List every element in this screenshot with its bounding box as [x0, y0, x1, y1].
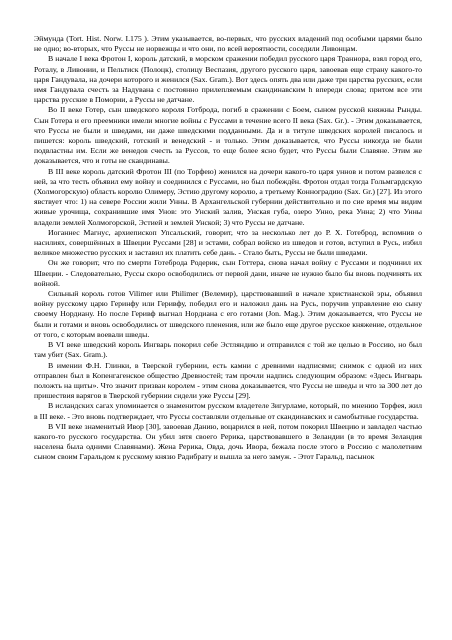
paragraph: В начале I века Фротон I, король датский, в морском сражении победил русского царя Траннора, взял город его, Роталу, в Ливонии, и Пельтиск (Полоцк), столицу Веспазия, другого русского царя, завоевав еще страну какого-то царя Гандувала, на дочери которого и женился (Sax. Gram.). Вот здесь опять два или даже три царства русских, если имя Гандувала счесть за Надувана с постоянно прилепляемым скандинавским h впереди слова; притом все эти царства русские в Помории, а Руссы не датчане. — [34, 54, 422, 105]
paragraph: Эймунда (Tort. Hist. Norw. I.175 ). Этим указывается, во-первых, что русских владений под особыми царями было не одно; во-вторых, что Руссы не норвежцы и что они, по всей вероятности, соседили Ливонцам. — [34, 34, 422, 54]
paragraph: Во II веке Готер, сын шведского короля Готброда, погиб в сражении с Боем, сыном русской княжны Рынды. Сын Готера и его преемники имели многие войны с Руссами в течение всего II века (Sax. Gr.). - Этим доказывается, что Руссы не были и шведами, ни даже шведскими подданными. Да и в титуле шведских королей писалось и пишется: король шведский, готский и венедский - и только. Этим доказывается, что Руссы никогда не были подвластны им. Если же венедов счесть за Руссов, то еще более ясно будет, что Руссы были Славяне. Этим же доказывается, что и готы не скандинавы. — [34, 105, 422, 166]
paragraph: В VI веке шведский король Ингварь покорил себе Эстляндию и отправился с той же целью в Россию, но был там убит (Sax. Gram.). — [34, 340, 422, 360]
paragraph: Сильный король готов Vilimer или Philimer (Велемир), царствовавший в начале христианской эры, объявил войну русскому царю Геринфу или Геривфу, победил его и наложил дань на Русь, поручив управление ею сыну своему Нордиану. Но после Геривф выгнал Нордиана с его готами (Jon. Mag.). Этим доказывается, что Руссы не были и готами и вновь освободились от шведского пленения, или же было еще другое русское княжение, отдельное от того, с которым воевали шведы. — [34, 289, 422, 339]
paragraph: В исландских сагах упоминается о знаменитом русском владетеле Зигурламе, который, по мнению Торфея, жил в III веке. - Это вновь подтверждает, что Руссы составляли отдельные от скандинавских и самобытные государства. — [34, 401, 422, 421]
paragraph: Иоганнес Магнус, архиепископ Упсальский, говорит, что за несколько лет до Р. Х. Готеброд, вспомнив о насилиях, совершённых в Швеции Руссами [28] и эстами, собрал войско из шведов и готов, вступил в Русь, избил великое множество русских и заставил их платить себе дань. - Стало быть, Руссы не были шведами. — [34, 227, 422, 258]
document-page — [34, 34, 422, 630]
paragraph: В имении Ф.Н. Глинки, в Тверской губернии, есть камни с древними надписями; снимок с одной из них отправлен был в Копенгагенское общество Древностей; там прочли надпись следующим образом: «Здесь Ингварь положть на щиты». Что значит призван королем - этим снова доказывается, что Руссы не шведы и что за 300 лет до пришествия варягов в Тверской губернии сидели уже Руссы [29]. — [34, 360, 422, 401]
paragraph: В III веке король датский Фротон III (по Торфею) женился на дочери какого-то царя уннов и потом развелся с ней, за что тесть объявил ему войну и соединился с Руссами, но был побеждён. Фротон отдал тогда Гольмгардскую (Холмогорскую) область королю Олимеру, Эстию другому королю, а третьему Конноградию (Sax. Gr.) [27]. Из этого явствует что: 1) на севере России жили Унны. В Архангельской губернии действительно и по сие время мы видим живые урочища, сохранившие имя Унов: это Унский залив, Унская губа, озеро Унно, река Унна; 2) что Унны владели землей Холмогорской, Эстией и землей Унской; 3) что Руссы не датчане. — [34, 166, 422, 227]
paragraph: Он же говорит, что по смерти Готеброда Родерик, сын Готтера, снова начал войну с Руссами и подчинил их Швеции. - Следовательно, Руссы скоро освободились от первой дани, иначе не нужно было бы вновь подчинять их войной. — [34, 258, 422, 288]
paragraph: В VII веке знаменитый Ивор [30], завоевав Данию, воцарился в ней, потом покорил Швецию и завладел частью какого-то русского государства. Он убил зятя своего Рерика, царствовавшего в Зеландии (в то время Зеландия населена была одними Славянами). Жена Рерика, Овда, дочь Ивора, бежала после этого в Россию с малолетним сыном своим Гаральдом к русскому князю Радибрату и вышла за него замуж. - Этот Гаральд, пасынок — [34, 421, 422, 462]
